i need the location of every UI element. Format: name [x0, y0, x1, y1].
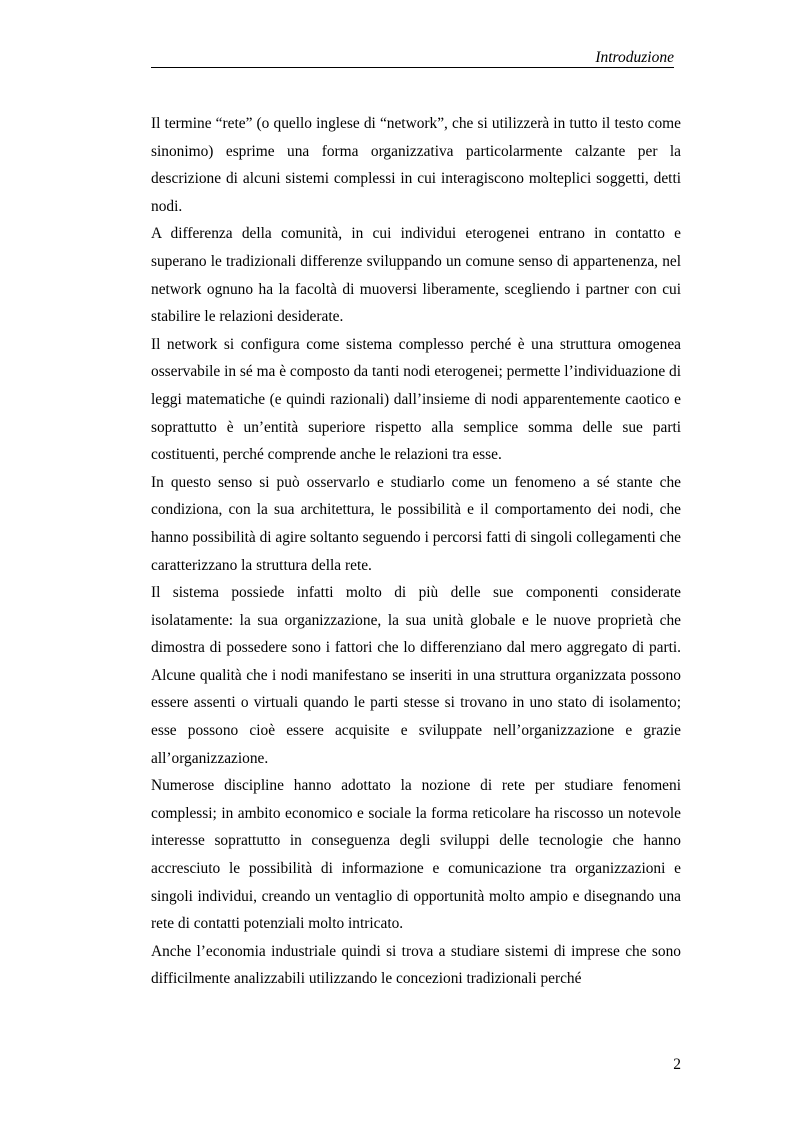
paragraph-6: Numerose discipline hanno adottato la nozione di rete per studiare fenomeni complessi; in ambito economico e sociale la forma reticolare ha riscosso un notevole interesse soprattutto in conseguenza degli sviluppi delle tecnologie che hanno accresciuto le possibilità di informazione e comunicazione tra organizzazioni e singoli individui, creando un ventaglio di opportunità molto ampio e disegnando una rete di contatti potenziali molto intricato. [151, 777, 681, 933]
paragraph-3: Il network si configura come sistema complesso perché è una struttura omogenea osservabile in sé ma è composto da tanti nodi eterogenei; permette l’individuazione di leggi matematiche (e quindi razionali) dall’insieme di nodi apparentemente caotico e soprattutto è un’entità superiore rispetto alla semplice somma delle sue parti costituenti, perché comprende anche le relazioni tra esse. [151, 335, 681, 464]
paragraph-5: Il sistema possiede infatti molto di più delle sue componenti considerate isolatamente: la sua organizzazione, la sua unità globale e le nuove proprietà che dimostra di possedere sono i fattori che lo differenziano dal mero aggregato di parti. Alcune qualità che i nodi manifestano se inseriti in una struttura organizzata possono essere assenti o virtuali quando le parti stesse si trovano in uno stato di isolamento; esse possono cioè essere acquisite e sviluppate nell’organizzazione e grazie all’organizzazione. [151, 584, 681, 767]
page-number: 2 [673, 1056, 681, 1073]
paragraph-7: Anche l’economia industriale quindi si trova a studiare sistemi di imprese che sono difficilmente analizzabili utilizzando le concezioni tradizionali perché [151, 942, 681, 988]
paragraph-4: In questo senso si può osservarlo e studiarlo come un fenomeno a sé stante che condiziona, con la sua architettura, le possibilità e il comportamento dei nodi, che hanno possibilità di agire soltanto seguendo i percorsi fatti di singoli collegamenti che caratterizzano la struttura della rete. [151, 473, 681, 574]
paragraph-1: Il termine “rete” (o quello inglese di “network”, che si utilizzerà in tutto il testo come sinonimo) esprime una forma organizzativa particolarmente calzante per la descrizione di alcuni sistemi complessi in cui interagiscono molteplici soggetti, detti nodi. [151, 115, 681, 215]
section-title: Introduzione [595, 49, 674, 66]
body-text [151, 110, 681, 993]
running-header [151, 47, 674, 68]
paragraph-2: A differenza della comunità, in cui individui eterogenei entrano in contatto e superano le tradizionali differenze sviluppando un comune senso di appartenenza, nel network ognuno ha la facoltà di muoversi liberamente, scegliendo i partner con cui stabilire le relazioni desiderate. [151, 225, 681, 326]
